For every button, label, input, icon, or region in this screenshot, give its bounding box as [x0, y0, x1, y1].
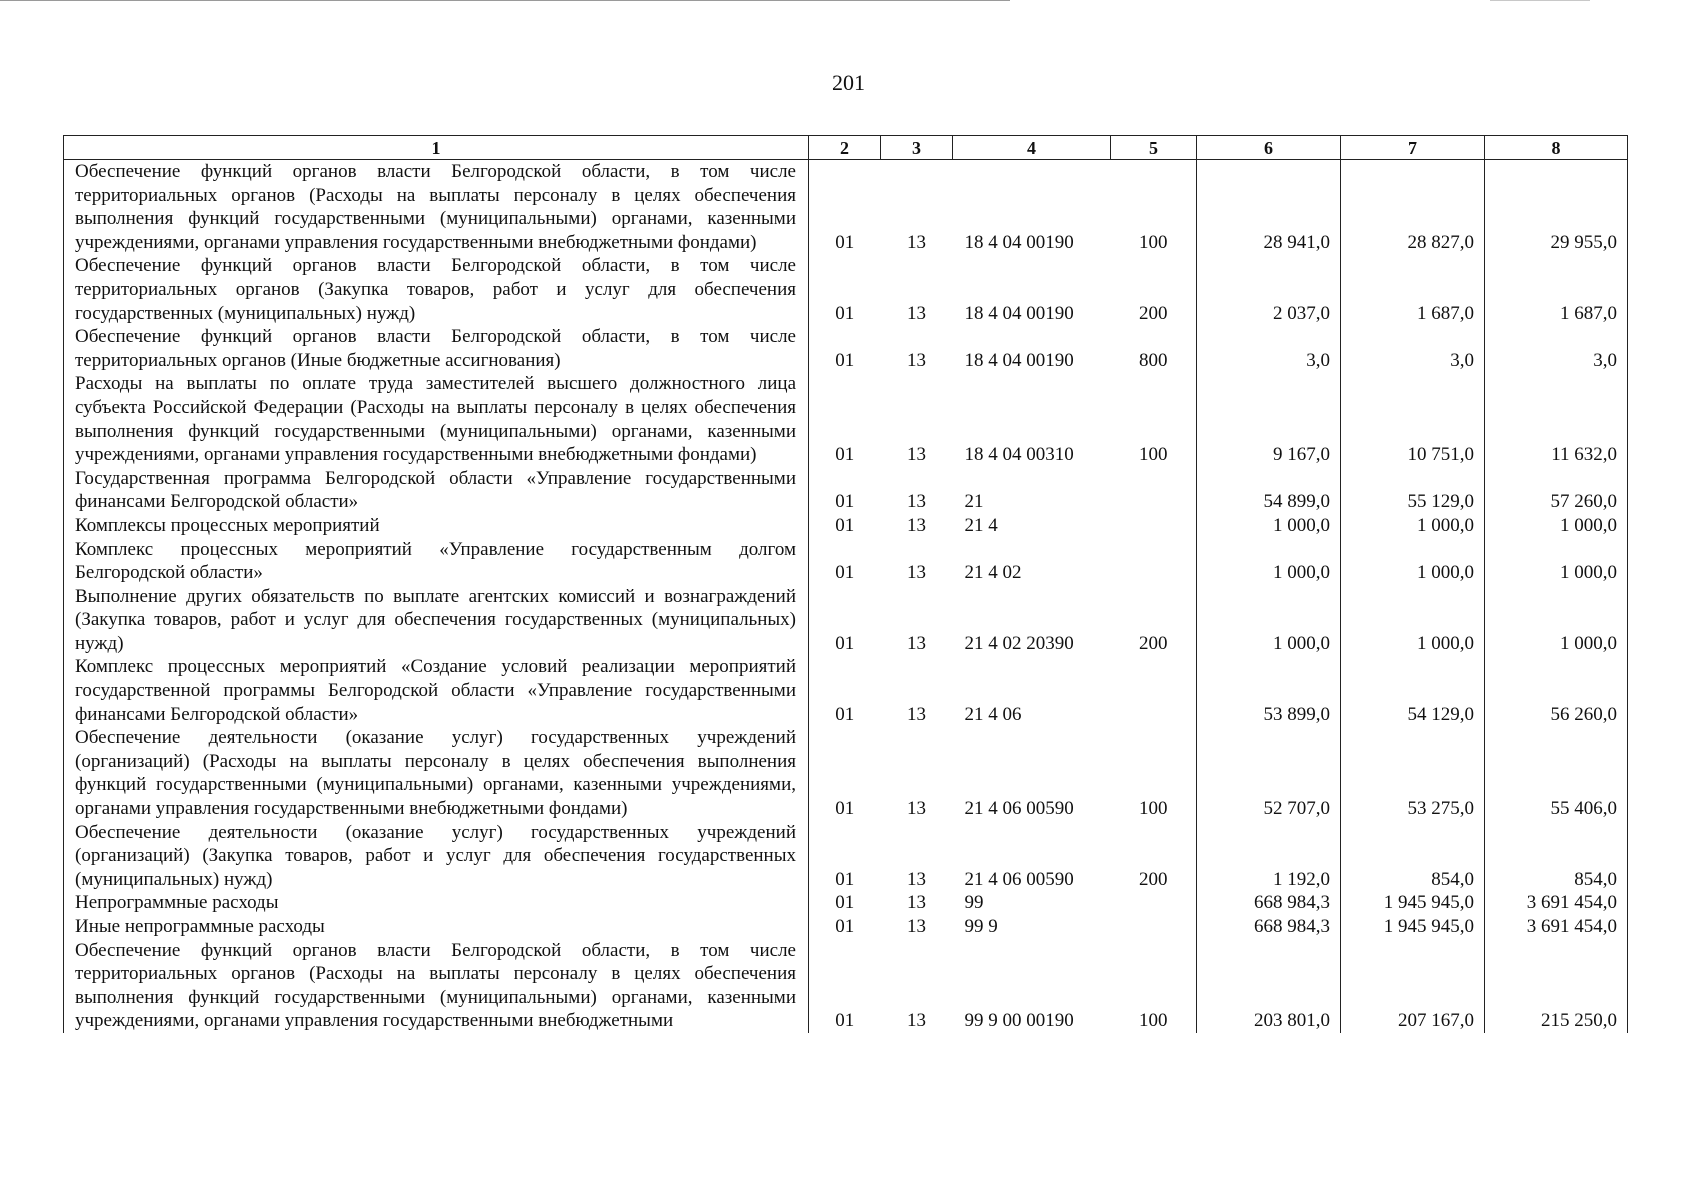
row-expense-type — [1111, 538, 1197, 585]
table-header — [64, 136, 1628, 160]
row-target-article: 99 — [964, 892, 984, 914]
scan-top-border-right — [1490, 0, 1590, 1]
row-amount-year-3: 56 260,0 — [1485, 655, 1628, 726]
row-name: Обеспечение функций органов власти Белгородской области, в том числе территориальных органов (Закупка товаров, работ и услуг для обеспечения государственных (муниципальных) нужд) — [64, 254, 809, 325]
row-name: Комплекс процессных мероприятий «Создание условий реализации мероприятий государственной программы Белгородской области «Управление государственными финансами Белгородской области» — [64, 655, 809, 726]
row-expense-type — [1111, 655, 1197, 726]
row-section: 01 — [835, 231, 855, 253]
row-section: 01 — [835, 798, 855, 820]
column-header-5: 5 — [1111, 136, 1197, 160]
row-subsection: 13 — [907, 231, 926, 253]
row-section: 01 — [835, 562, 855, 584]
column-header-1: 1 — [64, 136, 809, 160]
row-amount-year-1: 3,0 — [1197, 325, 1341, 372]
table-row — [64, 514, 1628, 538]
row-subsection: 13 — [907, 302, 926, 324]
row-amount-year-3: 29 955,0 — [1485, 160, 1628, 255]
row-target-article: 18 4 04 00190 — [964, 231, 1074, 253]
row-subsection: 13 — [907, 1010, 926, 1032]
row-expense-type — [1111, 467, 1197, 514]
row-amount-year-1: 9 167,0 — [1197, 372, 1341, 466]
row-target-article: 18 4 04 00190 — [964, 349, 1074, 371]
row-amount-year-2: 854,0 — [1341, 821, 1485, 892]
row-name: Обеспечение функций органов власти Белгородской области, в том числе территориальных органов (Иные бюджетные ассигнования) — [64, 325, 809, 372]
row-subsection: 13 — [907, 632, 926, 654]
row-target-article: 18 4 04 00190 — [964, 302, 1074, 324]
row-name: Обеспечение функций органов власти Белгородской области, в том числе территориальных органов (Расходы на выплаты персоналу в целях обеспечения выполнения функций государственными (муниципальными) органами, казенными учреждениями, органами управления государственными внебюджетными — [64, 939, 809, 1033]
header-row — [64, 136, 1628, 160]
row-subsection: 13 — [907, 562, 926, 584]
row-name: Расходы на выплаты по оплате труда заместителей высшего должностного лица субъекта Российской Федерации (Расходы на выплаты персоналу в целях обеспечения выполнения функций государственными (муниципальными) органами, казенными учреждениями, органами управления государственными внебюджетными фондами) — [64, 372, 809, 466]
row-amount-year-2: 10 751,0 — [1341, 372, 1485, 466]
row-expense-type: 100 — [1111, 372, 1197, 466]
table-row — [64, 939, 1628, 1033]
table-row — [64, 891, 1628, 915]
row-name: Обеспечение функций органов власти Белгородской области, в том числе территориальных органов (Расходы на выплаты персоналу в целях обеспечения выполнения функций государственными (муниципальными) органами, казенными учреждениями, органами управления государственными внебюджетными фондами) — [64, 160, 809, 255]
row-amount-year-2: 1 000,0 — [1341, 585, 1485, 656]
row-name: Непрограммные расходы — [64, 891, 809, 915]
row-section: 01 — [835, 1010, 855, 1032]
row-amount-year-3: 3,0 — [1485, 325, 1628, 372]
row-subsection: 13 — [907, 703, 926, 725]
row-amount-year-2: 55 129,0 — [1341, 467, 1485, 514]
row-name: Комплексы процессных мероприятий — [64, 514, 809, 538]
row-amount-year-1: 1 000,0 — [1197, 514, 1341, 538]
row-amount-year-2: 1 945 945,0 — [1341, 915, 1485, 939]
row-name: Государственная программа Белгородской области «Управление государственными финансами Белгородской области» — [64, 467, 809, 514]
row-amount-year-1: 54 899,0 — [1197, 467, 1341, 514]
row-amount-year-3: 1 687,0 — [1485, 254, 1628, 325]
row-amount-year-2: 1 000,0 — [1341, 538, 1485, 585]
table-row — [64, 538, 1628, 585]
table-row — [64, 325, 1628, 372]
row-amount-year-3: 3 691 454,0 — [1485, 915, 1628, 939]
row-expense-type: 100 — [1111, 939, 1197, 1033]
row-amount-year-2: 207 167,0 — [1341, 939, 1485, 1033]
row-name: Выполнение других обязательств по выплате агентских комиссий и вознаграждений (Закупка товаров, работ и услуг для обеспечения государственных (муниципальных) нужд) — [64, 585, 809, 656]
row-subsection: 13 — [907, 868, 926, 890]
budget-table — [63, 135, 1628, 1033]
row-amount-year-1: 53 899,0 — [1197, 655, 1341, 726]
column-header-3: 3 — [881, 136, 953, 160]
row-amount-year-1: 203 801,0 — [1197, 939, 1341, 1033]
page-number: 201 — [832, 70, 865, 95]
table-row — [64, 915, 1628, 939]
row-amount-year-3: 1 000,0 — [1485, 585, 1628, 656]
row-target-article: 99 9 — [964, 916, 998, 937]
row-amount-year-3: 11 632,0 — [1485, 372, 1628, 466]
row-section: 01 — [835, 514, 855, 536]
scan-top-border — [0, 0, 1010, 1]
table-row — [64, 372, 1628, 466]
row-amount-year-3: 854,0 — [1485, 821, 1628, 892]
row-section: 01 — [835, 892, 855, 914]
row-amount-year-2: 54 129,0 — [1341, 655, 1485, 726]
table-row — [64, 467, 1628, 514]
table-row — [64, 585, 1628, 656]
row-amount-year-2: 3,0 — [1341, 325, 1485, 372]
row-amount-year-3: 1 000,0 — [1485, 538, 1628, 585]
row-amount-year-3: 57 260,0 — [1485, 467, 1628, 514]
row-amount-year-1: 52 707,0 — [1197, 726, 1341, 820]
row-subsection: 13 — [907, 916, 926, 937]
row-amount-year-1: 2 037,0 — [1197, 254, 1341, 325]
row-expense-type — [1111, 891, 1197, 915]
row-expense-type: 100 — [1111, 160, 1197, 255]
row-amount-year-2: 28 827,0 — [1341, 160, 1485, 255]
row-section: 01 — [835, 444, 855, 466]
row-expense-type — [1111, 915, 1197, 939]
row-amount-year-2: 1 000,0 — [1341, 514, 1485, 538]
row-section: 01 — [835, 868, 855, 890]
row-expense-type: 800 — [1111, 325, 1197, 372]
column-header-7: 7 — [1341, 136, 1485, 160]
row-expense-type — [1111, 514, 1197, 538]
row-name: Иные непрограммные расходы — [64, 915, 809, 939]
row-section: 01 — [835, 349, 855, 371]
row-amount-year-1: 1 000,0 — [1197, 538, 1341, 585]
column-header-4: 4 — [953, 136, 1111, 160]
table-row — [64, 821, 1628, 892]
row-name: Комплекс процессных мероприятий «Управление государственным долгом Белгородской области» — [64, 538, 809, 585]
row-amount-year-3: 215 250,0 — [1485, 939, 1628, 1033]
row-target-article: 99 9 00 00190 — [964, 1010, 1074, 1032]
row-target-article: 21 4 06 00590 — [964, 868, 1074, 890]
row-section: 01 — [835, 632, 855, 654]
row-section: 01 — [835, 302, 855, 324]
row-subsection: 13 — [907, 444, 926, 466]
column-header-2: 2 — [809, 136, 881, 160]
row-section: 01 — [835, 916, 855, 937]
row-amount-year-1: 1 192,0 — [1197, 821, 1341, 892]
row-amount-year-3: 55 406,0 — [1485, 726, 1628, 820]
row-section: 01 — [835, 703, 855, 725]
row-amount-year-1: 28 941,0 — [1197, 160, 1341, 255]
table-body — [64, 160, 1628, 1033]
row-target-article: 21 4 06 00590 — [964, 798, 1074, 820]
row-amount-year-2: 1 945 945,0 — [1341, 891, 1485, 915]
row-subsection: 13 — [907, 798, 926, 820]
row-amount-year-3: 3 691 454,0 — [1485, 891, 1628, 915]
row-subsection: 13 — [907, 892, 926, 914]
row-subsection: 13 — [907, 514, 926, 536]
table-row — [64, 655, 1628, 726]
row-amount-year-1: 668 984,3 — [1197, 891, 1341, 915]
row-expense-type: 200 — [1111, 585, 1197, 656]
row-target-article: 21 4 — [964, 514, 998, 536]
row-expense-type: 200 — [1111, 254, 1197, 325]
row-amount-year-3: 1 000,0 — [1485, 514, 1628, 538]
row-target-article: 21 — [964, 491, 984, 513]
row-name: Обеспечение деятельности (оказание услуг) государственных учреждений (организаций) (Расходы на выплаты персоналу в целях обеспечения выполнения функций государственными (муниципальными) органами, казенными учреждениями, органами управления государственными внебюджетными фондами) — [64, 726, 809, 820]
row-amount-year-2: 53 275,0 — [1341, 726, 1485, 820]
row-expense-type: 100 — [1111, 726, 1197, 820]
row-target-article: 18 4 04 00310 — [964, 444, 1074, 466]
row-target-article: 21 4 02 20390 — [964, 632, 1074, 654]
row-amount-year-1: 1 000,0 — [1197, 585, 1341, 656]
column-header-6: 6 — [1197, 136, 1341, 160]
row-target-article: 21 4 06 — [964, 703, 1022, 725]
column-header-8: 8 — [1485, 136, 1628, 160]
row-name: Обеспечение деятельности (оказание услуг) государственных учреждений (организаций) (Закупка товаров, работ и услуг для обеспечения государственных (муниципальных) нужд) — [64, 821, 809, 892]
row-subsection: 13 — [907, 349, 926, 371]
table-row — [64, 160, 1628, 255]
row-amount-year-1: 668 984,3 — [1197, 915, 1341, 939]
row-target-article: 21 4 02 — [964, 562, 1022, 584]
row-expense-type: 200 — [1111, 821, 1197, 892]
table-row — [64, 726, 1628, 820]
row-section: 01 — [835, 491, 855, 513]
table-row — [64, 254, 1628, 325]
row-subsection: 13 — [907, 491, 926, 513]
row-amount-year-2: 1 687,0 — [1341, 254, 1485, 325]
